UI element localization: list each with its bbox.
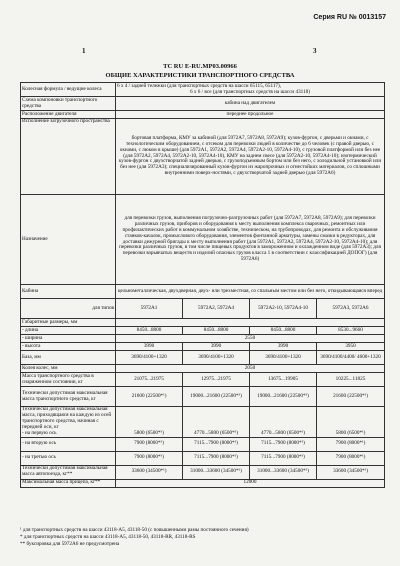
cell: 8450...8800 xyxy=(250,327,317,335)
type-header: 5972А1 xyxy=(116,299,183,319)
type-header: 5972А2, 5972А4 xyxy=(183,299,250,319)
axle-mass-label: Технически допустимая максимальная масса, приходящаяся на каждую из осей транспортного средства, начиная с передней оси, кг xyxy=(22,406,112,430)
cell: 5800 (6500*¹) xyxy=(317,407,385,438)
table-row xyxy=(21,479,385,487)
page-number-left: 1 xyxy=(82,47,86,55)
table-row xyxy=(21,285,385,299)
cell: 5800 (6500*¹) xyxy=(116,407,183,438)
row-label: Схема компоновки транспортного средства xyxy=(21,97,116,111)
row-label: Кабина xyxy=(21,285,116,299)
cell: 3690/4100/4400/ 4600+1320 xyxy=(317,351,385,365)
cell: 7115...7900 (8000*¹) xyxy=(250,451,317,465)
table-row xyxy=(21,437,385,451)
cell: 7900 (8000*¹) xyxy=(317,437,385,451)
cell: 12000 xyxy=(116,479,385,487)
cell: 3690/4100+1320 xyxy=(183,351,250,365)
characteristics-table xyxy=(20,82,385,488)
cell: 8450...8800 xyxy=(183,327,250,335)
row-value: бортовая платформа, КМУ за кабиной (для 5972А7, 5972А8, 5972А9); кузов-фургон, с дверьми и окнами, с технологическим оборудованием, с отсеком для перевозки людей в количестве до 6 человек (с правой дверью, с окнами, с люком в крыше) (для 5972А1, 5972А2, 5972А4, 5972А2-10, 5972А4-10), с грузовой платформой или без нее (для 5972А2, 5972А4, 5972А2-10, 5972А4-10), КМУ на заднем свесе (для 5972А2-10, 5972А4-10); изотермический кузов-фургон с двухстворчатой задней дверью, с грузоподъемным бортом или без него, с холодильной установкой или без нее (для 5972А3); специализированный кузов-фургон из жаропрочных и огнестойких материалов, со сплошными внутренними поверх-ностями, с двухстворчатой задней дверью (для 5972А6) xyxy=(116,119,385,195)
cell: 21600 (22500*¹) xyxy=(317,387,385,407)
row-label: - на вторую ось xyxy=(21,437,116,451)
cell: 7115...7900 (8000*¹) xyxy=(183,451,250,465)
cell: 3990 xyxy=(250,343,317,351)
row-label: - ширина xyxy=(21,335,116,343)
cell: 3690/4100+1320 xyxy=(250,351,317,365)
row-label: Технически допустимая максимальная масса транспортного средства, кг xyxy=(21,387,116,407)
table-row xyxy=(21,351,385,365)
cell: 31000...33600 (34500*¹) xyxy=(183,465,250,479)
cell: 3990 xyxy=(183,343,250,351)
row-label: Расположение двигателя xyxy=(21,111,116,119)
cell: 8530...9660 xyxy=(317,327,385,335)
table-row xyxy=(21,97,385,111)
cell: 7115...7900 (8000*¹) xyxy=(183,437,250,451)
row-label: - длина xyxy=(21,327,116,335)
row-label: - высота xyxy=(21,343,116,351)
cell: 3950 xyxy=(317,343,385,351)
table-row xyxy=(21,387,385,407)
footnote: * для транспортных средств на шасси 43118-A5, 43118-50, 43118-RR, 43118-RS xyxy=(20,534,196,540)
axle1-label: - на первую ось xyxy=(22,429,57,436)
document-number: TC RU E-RU.MP03.00966 xyxy=(163,63,237,70)
row-label: Максимальная масса прицепа, кг** xyxy=(21,479,116,487)
cell: 13675...19905 xyxy=(250,373,317,387)
cell: 8450...8800 xyxy=(116,327,183,335)
table-row xyxy=(21,465,385,479)
row-value: цельнометаллическая, двухдверная, двух- или трехместная, со спальным местом или без него, откидывающаяся вперед xyxy=(116,285,385,299)
page-number-right: 3 xyxy=(313,47,317,55)
row-label: Габаритные размеры, мм xyxy=(21,319,116,327)
cell: 7900 (8000*¹) xyxy=(116,451,183,465)
table-row xyxy=(21,343,385,351)
row-label: Исполнение загрузочного пространства xyxy=(21,119,116,195)
row-label: Технически допустимая максимальная масса автопоезда, кг** xyxy=(21,465,116,479)
table-row xyxy=(21,119,385,195)
row-label: База, мм xyxy=(21,351,116,365)
row-value: для перевозки грузов, выполнения погрузочно-разгрузочных работ (для 5972А7, 5972А8, 5972А9); для перевозки различных грузов, приборов и оборудования к месту выполнения комплекса сварочных, ремонтных или профилактических работ в коммунальном хозяйстве, техническом, на трубопроводах, для ремонта и обслуживания станков-качалок, промыслового оборудования, элементов фонтанной арматуры, замены смазки в редукторах, для доставки дежурной бригады к месту выполнения работ (для 5972А1, 5972А2, 5972А4, 5972А2-10, 5972А4-10); для перевозки различных грузов, в том числе пищевых продуктов в замороженном и охлажденном виде (для 5972А3); для перевозки взрывчатых веществ и изделий опасных грузов класса 1 в соответствии с классификацией ДОПОГ) (для 5972А6) xyxy=(116,195,385,285)
row-label: Колесная формула / ведущие колеса xyxy=(21,83,116,97)
wheel-formula-line-1: 6 x 4 / задней тележки (для транспортных средств на шасси 65115, 65117), xyxy=(117,82,282,89)
table-row xyxy=(21,365,385,373)
row-value xyxy=(116,319,385,327)
cell: 19000...21600 (22500*¹) xyxy=(250,387,317,407)
cell: 10225...11825 xyxy=(317,373,385,387)
type-header: 5972А3, 5972А6 xyxy=(317,299,385,319)
cell: 4770...5800 (6500*¹) xyxy=(183,407,250,438)
footnote: ** буксировка для 5972А6 не предусмотрена xyxy=(20,541,120,547)
table-row xyxy=(21,319,385,327)
row-label: Масса транспортного средства в снаряженном состоянии, кг xyxy=(21,373,116,387)
table-row xyxy=(21,373,385,387)
table-row xyxy=(21,195,385,285)
cell: 2550 xyxy=(116,335,385,343)
cell: 31000...33600 (34500*¹) xyxy=(250,465,317,479)
cell: 4770...5800 (6500*¹) xyxy=(250,407,317,438)
row-value xyxy=(116,83,385,97)
row-value: переднее продольное xyxy=(116,111,385,119)
table-row xyxy=(21,407,385,438)
cell: 21075...21975 xyxy=(116,373,183,387)
row-label: Колея колес, мм xyxy=(21,365,116,373)
cell: 7115...7900 (8000*¹) xyxy=(250,437,317,451)
table-row xyxy=(21,299,385,319)
cell: 19000...21600 (22500*¹) xyxy=(183,387,250,407)
cell: 2050 xyxy=(116,365,385,373)
table-row xyxy=(21,327,385,335)
cell: 12975...21975 xyxy=(183,373,250,387)
cell: 7900 (8000*¹) xyxy=(116,437,183,451)
for-types-label: для типов xyxy=(21,299,116,319)
footnote: ¹ для транспортных средств на шасси 43118-A5, 43118-50 (с повышенными рамы постоянного сечения) xyxy=(20,527,249,533)
row-label: - на третью ось xyxy=(21,451,116,465)
row-label xyxy=(21,407,116,438)
cell: 3690/4100+1320 xyxy=(116,351,183,365)
series-number: Серия RU № 0013157 xyxy=(313,14,386,21)
cell: 21600 (22500*¹) xyxy=(116,387,183,407)
cell: 3990 xyxy=(116,343,183,351)
table-row xyxy=(21,83,385,97)
section-title: ОБЩИЕ ХАРАКТЕРИСТИКИ ТРАНСПОРТНОГО СРЕДСТВА xyxy=(105,72,295,79)
cell: 7900 (8000*¹) xyxy=(317,451,385,465)
table-row xyxy=(21,335,385,343)
cell: 33600 (34500*¹) xyxy=(116,465,183,479)
type-header: 5972А2-10, 5972А4-10 xyxy=(250,299,317,319)
cell: 33600 (34500*¹) xyxy=(317,465,385,479)
row-value: кабина над двигателем xyxy=(116,97,385,111)
table-row xyxy=(21,451,385,465)
row-label: Назначение xyxy=(21,195,116,285)
wheel-formula-line-2: 6 x 6 / все (для транспортных средств на шасси 43118) xyxy=(190,88,310,95)
